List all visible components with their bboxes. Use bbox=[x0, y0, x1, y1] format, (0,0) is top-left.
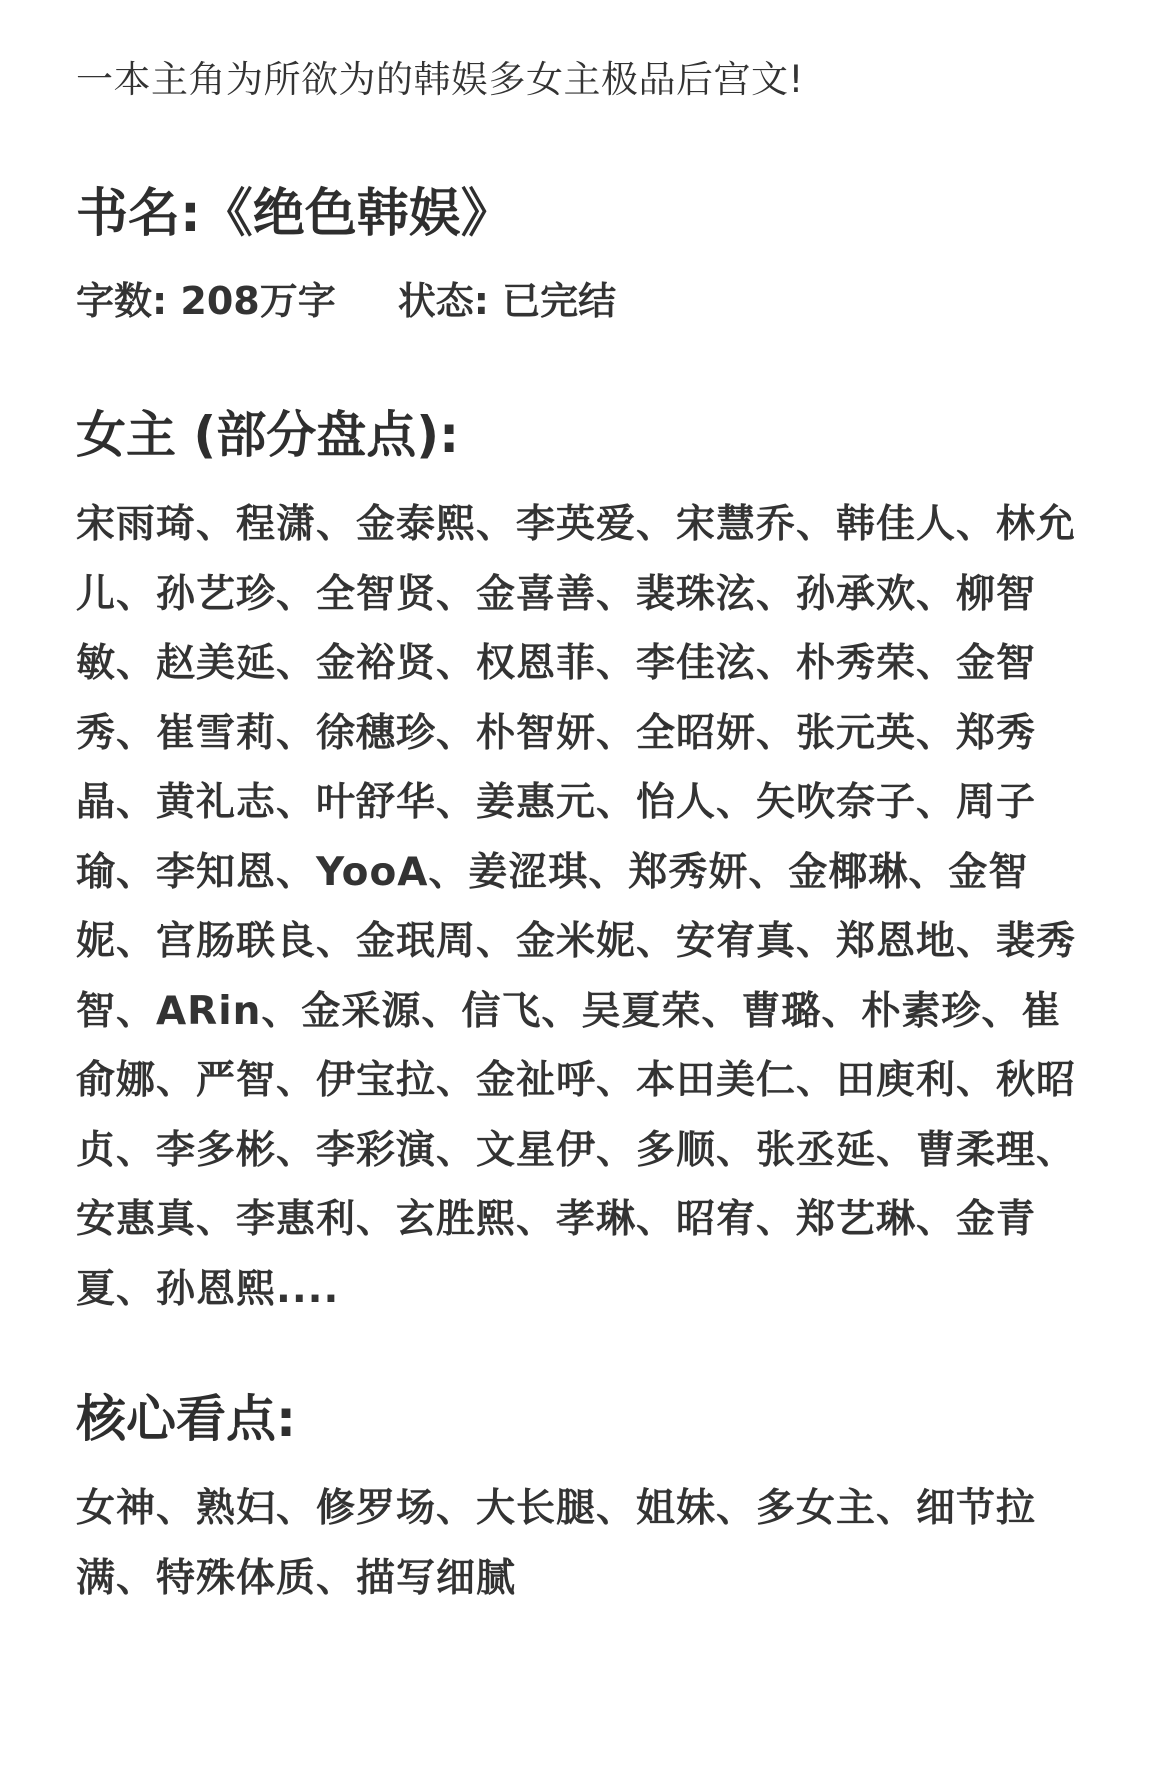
heroines-list: 宋雨琦、程潇、金泰熙、李英爱、宋慧乔、韩佳人、林允儿、孙艺珍、全智贤、金喜善、裴珠泫、孙承欢、柳智敏、赵美延、金裕贤、权恩菲、李佳泫、朴秀荣、金智秀、崔雪莉、徐穗珍、朴智妍、全昭妍、张元英、郑秀晶、黄礼志、叶舒华、姜惠元、怡人、矢吹奈子、周子瑜、李知恩、YooA、姜涩琪、郑秀妍、金椰琳、金智妮、宫肠联良、金珉周、金米妮、安宥真、郑恩地、裴秀智、ARin、金采源、信飞、吴夏荣、曹璐、朴素珍、崔俞娜、严智、伊宝拉、金祉呼、本田美仁、田庾利、秋昭贞、李多彬、李彩演、文星伊、多顺、张丞延、曹柔理、安惠真、李惠利、玄胜熙、孝琳、昭宥、郑艺琳、金青夏、孙恩熙.... bbox=[76, 502, 1077, 1312]
highlights-list: 女神、熟妇、修罗场、大长腿、姐妹、多女主、细节拉满、特殊体质、描写细腻 bbox=[76, 1486, 1037, 1601]
intro-text: 一本主角为所欲为的韩娱多女主极品后宫文! bbox=[76, 58, 804, 101]
highlights-heading: 核心看点: bbox=[76, 1390, 296, 1448]
book-title: 书名:《绝色韩娱》 bbox=[76, 184, 513, 244]
book-meta bbox=[76, 274, 616, 328]
heroines-heading: 女主 (部分盘点): bbox=[76, 406, 460, 464]
status: 状态: 已完结 bbox=[397, 279, 617, 323]
word-count: 字数: 208万字 bbox=[76, 279, 336, 323]
